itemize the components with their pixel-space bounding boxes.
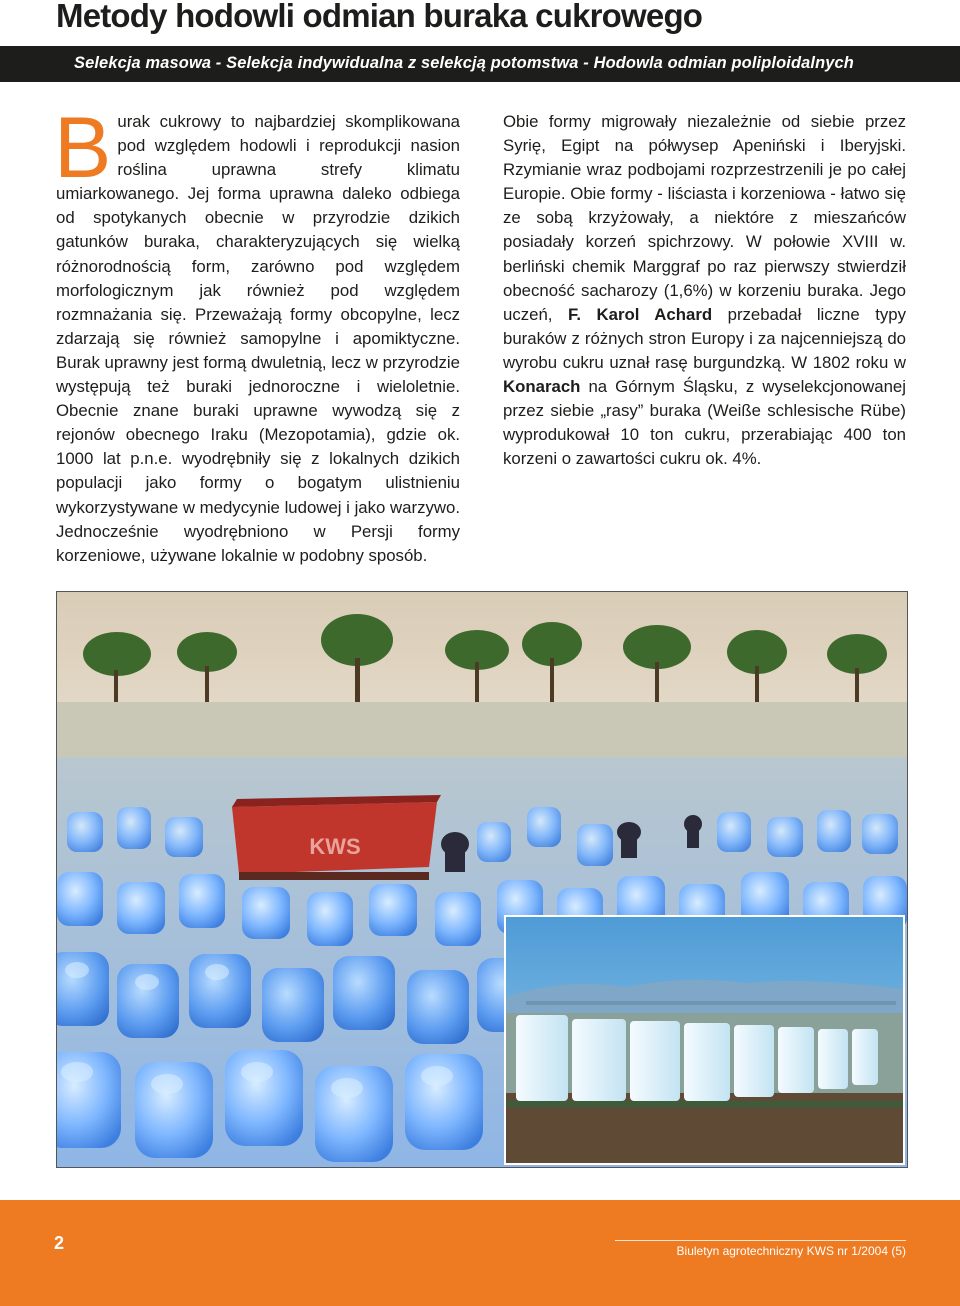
page-title: Metody hodowli odmian buraka cukrowego xyxy=(56,0,703,34)
place-name: Konarach xyxy=(503,377,581,397)
page-footer xyxy=(0,1200,960,1306)
kws-trailer xyxy=(232,795,441,880)
left-paragraph-text: urak cukrowy to najbardziej skomplikowana pod względem hodowli i reprodukcji nasion roślina uprawna strefy klimatu umiarkowanego. Jej forma uprawna daleko odbiega od spotykanych obecnie w przyrodzie dzikich gatunków buraka, charakteryzujących się wielką różnorodnością form, zarówno pod względem morfologicznym jak również pod względem rozmnażania się. Przeważają formy obcopylne, lecz zdarzają się również samopylne i apomiktyczne. Burak uprawny jest formą dwuletnią, lecz w przyrodzie występują też buraki jednoroczne i wieloletnie. Obecnie znane buraki uprawne wywodzą się z rejonów obecnego Iraku (Mezopotamia), gdzie ok. 1000 lat p.n.e. wyodrębniły się z lokalnych dzikich populacji jako formy o bogatym ulistnieniu wykorzystywane w medycynie ludowej i jako warzywo. Jednocześnie wyodrębniono w Persji formy korzeniowe, używane lokalnie w podobny sposób. xyxy=(56,112,460,565)
person-name: F. Karol Achard xyxy=(567,304,713,324)
page-number: 2 xyxy=(54,1233,65,1253)
page-subtitle: Selekcja masowa - Selekcja indywidualna z selekcją potomstwa - Hodowla odmian poliploidalnych xyxy=(74,54,854,72)
right-text-part-2: przebadał liczne typy buraków z różnych stron Europy i za najcenniejszą do wyrobu cukru uznał rasę burgundzką. W 1802 roku w xyxy=(503,304,907,372)
subtitle-bar xyxy=(0,46,960,82)
article-right-column xyxy=(503,110,906,471)
trailer-label: KWS xyxy=(309,834,361,859)
article-intro-paragraph xyxy=(54,100,460,568)
article-history-paragraph xyxy=(503,110,906,471)
footer-divider xyxy=(615,1240,906,1241)
photo-inset-greenhouse-bags xyxy=(504,915,905,1165)
drop-cap: B xyxy=(54,100,112,196)
right-text-part-1: Obie formy migrowały niezależnie od siebie przez Syrię, Egipt na półwysep Apeniński i Iberyjski. Rzymianie wraz podbojami rozprzestrzenili je po całej Europie. Obie formy - liściasta i korzeniowa - łatwo się ze sobą krzyżowały, a niektóre z mieszańców posiadały korzeń spichrzowy. W połowie XVIII w. berliński chemik Marggraf po raz pierwszy stwierdził obecność sacharozy (1,6%) w korzeniu buraka. Jego uczeń, xyxy=(503,112,906,324)
inset-illustration xyxy=(506,917,903,1163)
right-text-part-3: na Górnym Śląsku, z wyselekcjonowanej przez siebie „rasy” buraka (Weiße schlesische Rübe) wyprodukował 10 ton cukru, przerabiając 400 ton korzeni o zawartości cukru ok. 4%. xyxy=(503,377,906,469)
article-left-column xyxy=(54,100,460,568)
publication-name: Biuletyn agrotechniczny KWS nr 1/2004 (5) xyxy=(676,1244,906,1258)
